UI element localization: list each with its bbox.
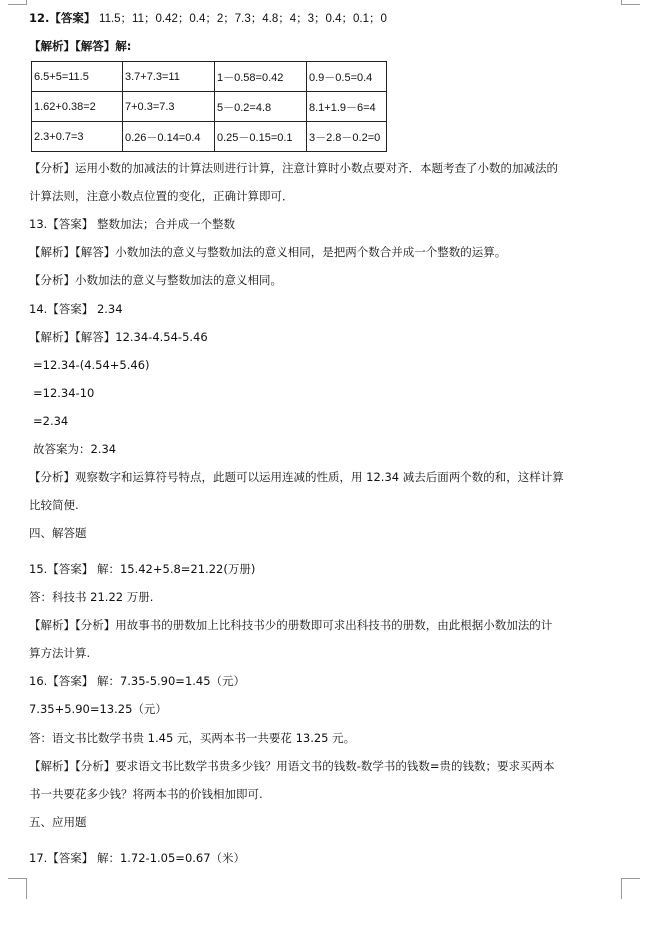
table-cell: 3.7+7.3=11 [123,62,215,92]
q14-step-3: =2.34 [33,414,69,428]
table-row [32,122,387,152]
page-corner-mark-top-right [621,0,640,5]
q15-analysis-line-1: 【解析】【分析】用故事书的册数加上比科技书少的册数即可求出科技书的册数，由此根据小数加法的计 [29,618,553,632]
q12-analysis-label: 【解析】【解答】解: [29,39,132,53]
table-row [32,92,387,122]
table-cell: 0.26－0.14=0.4 [123,122,215,152]
q13-answer-line: 13.【答案】 整数加法；合并成一个整数 [29,217,235,231]
q15-analysis-line-2: 算方法计算. [29,646,91,660]
q12-answer-value: 11.5；11；0.42；0.4；2；7.3；4.8；4；3；0.4；0.1；0 [99,13,387,25]
table-cell: 6.5+5=11.5 [32,62,123,92]
page-corner-mark-bottom-left [8,878,27,899]
table-cell: 5－0.2=4.8 [215,92,307,122]
table-cell: 8.1+1.9－6=4 [307,92,387,122]
q16-step-line: 7.35+5.90=13.25（元） [29,702,167,716]
q16-answer-line: 16.【答案】 解：7.35-5.90=1.45（元） [29,674,246,688]
page-corner-mark-bottom-right [621,878,640,899]
table-cell: 1－0.58=0.42 [215,62,307,92]
q16-analysis-line-1: 【解析】【分析】要求语文书比数学书贵多少钱？用语文书的钱数-数学书的钱数=贵的钱数；要求买两本 [29,759,555,773]
q12-note-line-2: 计算法则，注意小数点位置的变化，正确计算即可． [29,189,294,203]
q12-note-line-1: 【分析】运用小数的加减法的计算法则进行计算，注意计算时小数点要对齐．本题考查了小数的加减法的 [29,161,558,175]
q14-note-line-1: 【分析】观察数字和运算符号特点，此题可以运用连减的性质，用 12.34 减去后面两个数的和，这样计算 [29,470,564,484]
q14-answer-line: 14.【答案】 2.34 [29,302,123,316]
table-cell: 3－2.8－0.2=0 [307,122,387,152]
table-cell: 2.3+0.7=3 [32,122,123,152]
table-cell: 7+0.3=7.3 [123,92,215,122]
q12-answer-label: 12.【答案】 [29,11,96,25]
page-corner-mark-top-left [8,0,27,5]
q15-answer-line: 15.【答案】 解：15.42+5.8=21.22(万册) [29,562,256,576]
q13-note-line: 【分析】小数加法的意义与整数加法的意义相同。 [29,273,282,287]
q15-reply-line: 答：科技书 21.22 万册. [29,590,154,604]
q14-step-2: =12.34-10 [33,386,95,400]
q14-analysis-line: 【解析】【解答】12.34-4.54-5.46 [29,330,208,344]
q16-reply-line: 答：语文书比数学书贵 1.45 元，买两本书一共要花 13.25 元。 [29,731,356,745]
q12-calculation-table [31,61,387,152]
q13-analysis-line: 【解析】【解答】小数加法的意义与整数加法的意义相同，是把两个数合并成一个整数的运算。 [29,245,507,259]
q16-analysis-line-2: 书一共要花多少钱？将两本书的价钱相加即可. [29,787,263,801]
table-cell: 1.62+0.38=2 [32,92,123,122]
q12-answer-line [29,10,387,27]
section-heading-4: 四、解答题 [29,526,87,540]
q14-step-1: =12.34-(4.54+5.46) [33,358,150,372]
q14-note-line-2: 比较简便. [29,498,79,512]
section-heading-5: 五、应用题 [29,815,87,829]
table-row [32,62,387,92]
table-cell: 0.9－0.5=0.4 [307,62,387,92]
table-cell: 0.25－0.15=0.1 [215,122,307,152]
q17-answer-line: 17.【答案】 解：1.72-1.05=0.67（米） [29,851,246,865]
q14-conclusion: 故答案为：2.34 [33,442,117,456]
